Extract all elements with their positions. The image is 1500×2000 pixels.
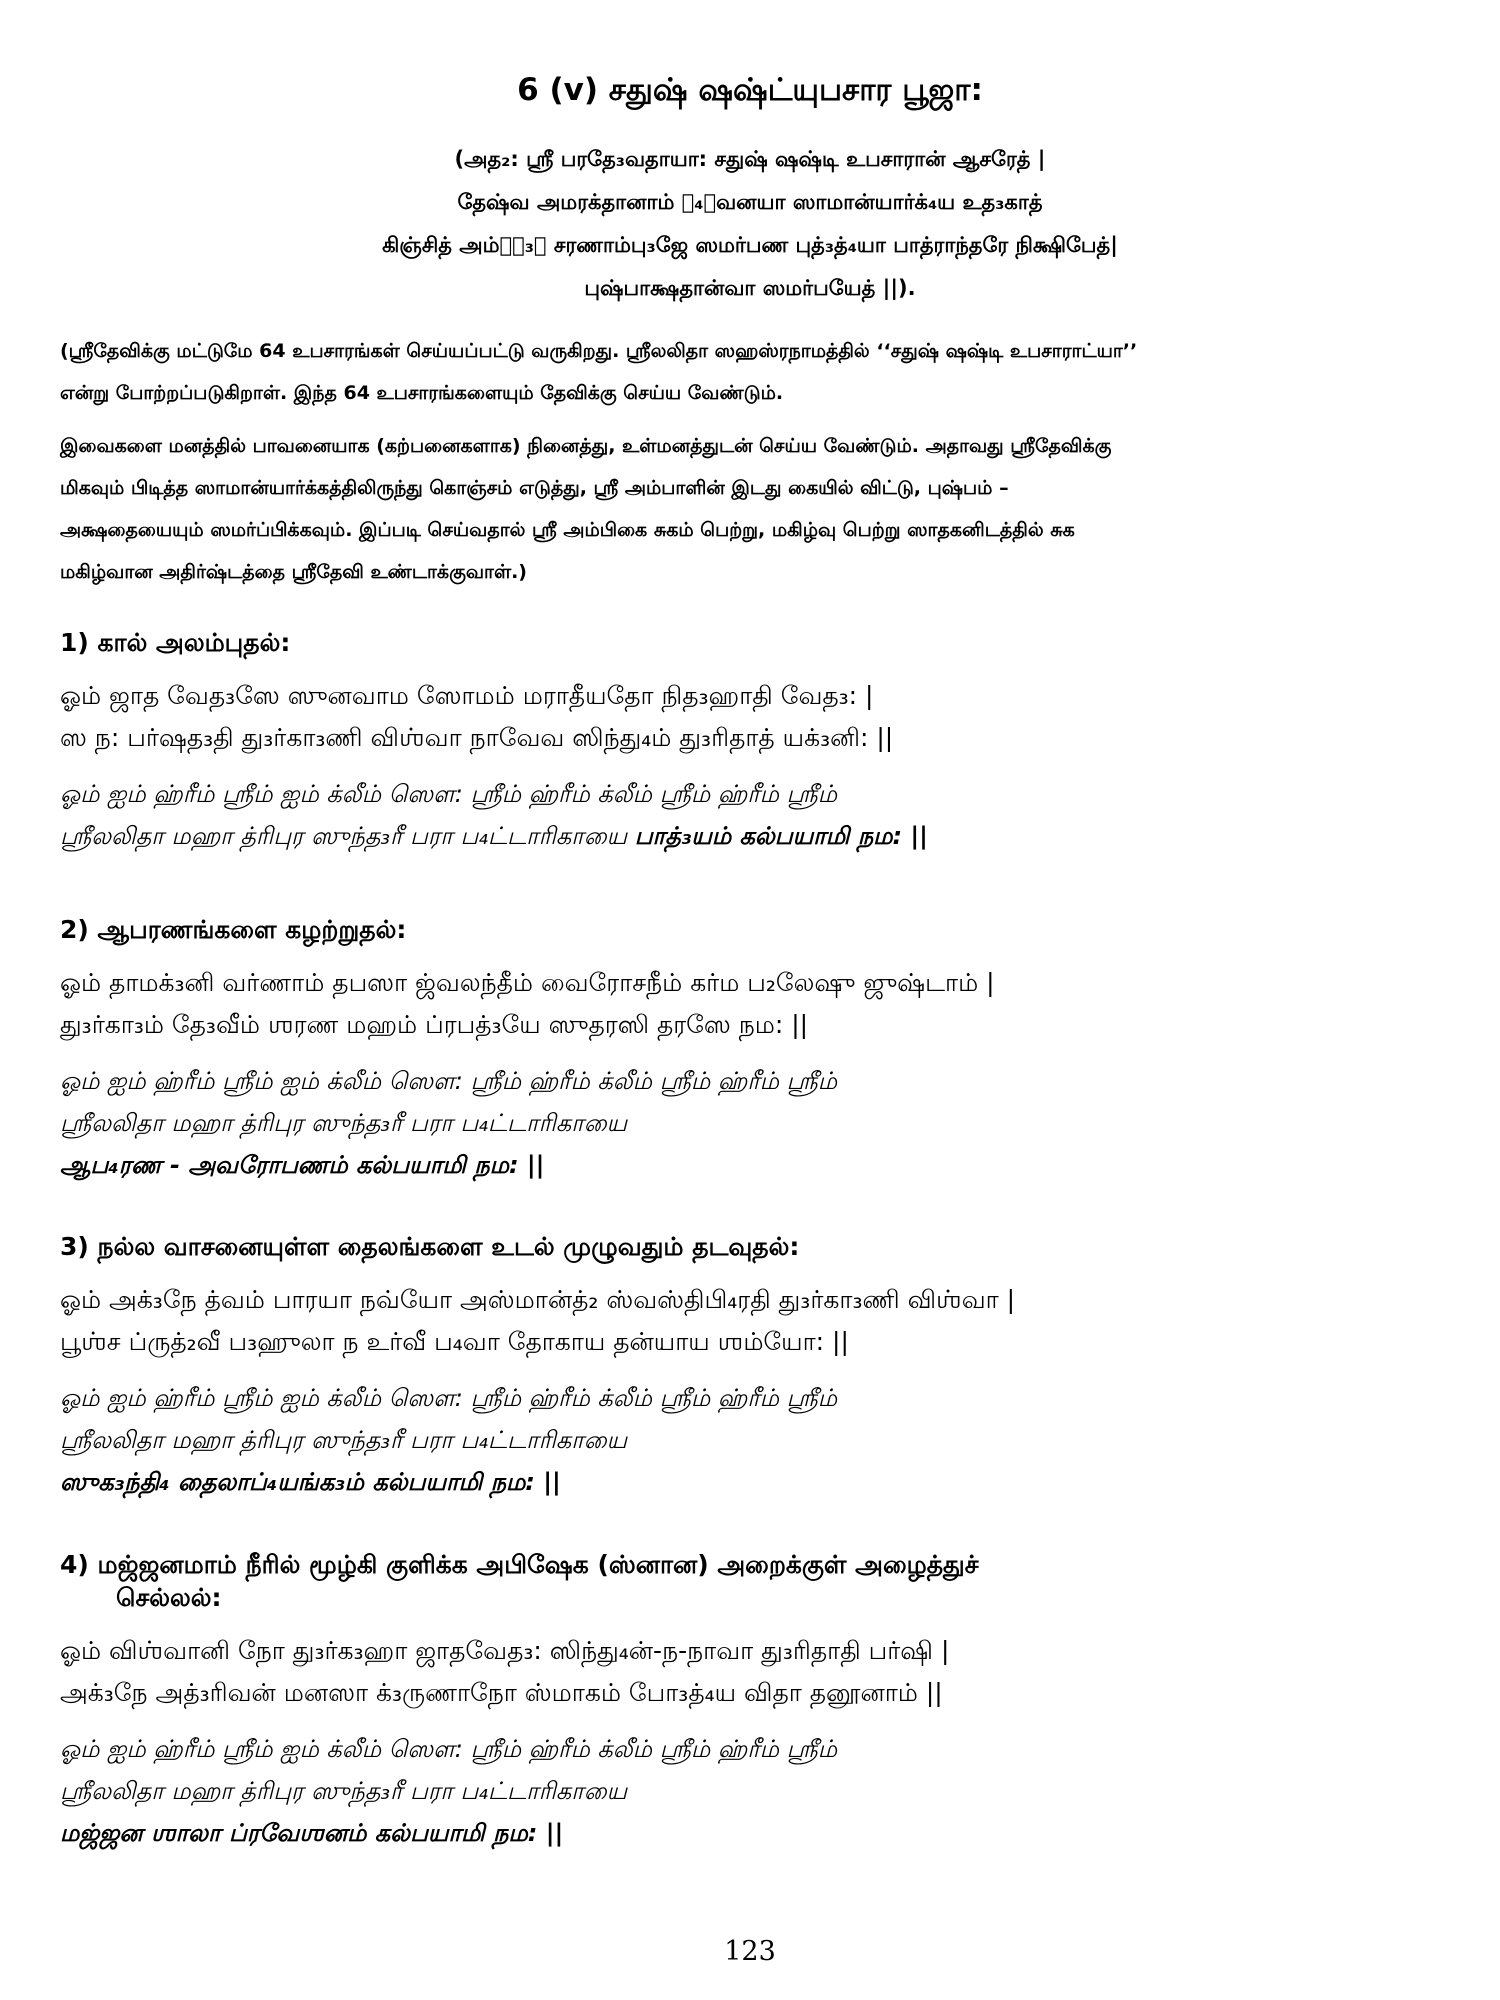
verse-line: பூஶ்ச ப்ருத்₂வீ ப₃ஹுலா ந உர்வீ ப₄வா தோகாய தன்யாய ஶம்யோ: || xyxy=(60,1327,849,1356)
section-heading-continued: செல்லல்: xyxy=(116,1583,222,1612)
section-2 xyxy=(60,915,1460,1186)
explanation-paragraph-1 xyxy=(60,330,1455,414)
section-3 xyxy=(60,1232,1460,1503)
verse-line: அக்₃நே அத்₃ரிவன் மனஸா க்₃ருணாநோ ஸ்மாகம் போ₃த்₄ய விதா தனூனாம் || xyxy=(60,1678,943,1707)
mantra-text: ஸ்ரீலலிதா மஹா த்ரிபுர ஸுந்த₃ரீ பரா ப₄ட்டாரிகாயை xyxy=(60,822,635,850)
mantra-line: ஓம் ஐம் ஹ்ரீம் ஸ்ரீம் ஐம் க்லீம் ஸௌ: ஸ்ரீம் ஹ்ரீம் க்லீம் ஸ்ரீம் ஹ்ரீம் ஸ்ரீம் xyxy=(60,1067,838,1095)
section-heading: 3) நல்ல வாசனையுள்ள தைலங்களை உடல் முழுவதும் தடவுதல்: xyxy=(60,1232,800,1261)
section-heading: 4) மஜ்ஜனமாம் நீரில் மூழ்கி குளிக்க அபிஷேக (ஸ்னான) அறைக்குள் அழைத்துச் xyxy=(60,1550,979,1579)
verse-line: ஸ ந: பர்ஷத₃தி து₃ர்கா₃ணி விஶ்வா நாவேவ ஸிந்து₄ம் து₃ரிதாத் யக்₃னி: || xyxy=(60,723,894,752)
mantra-line: ஸ்ரீலலிதா மஹா த்ரிபுர ஸுந்த₃ரீ பரா ப₄ட்டாரிகாயை xyxy=(60,1426,628,1454)
mantra-line: ஸ்ரீலலிதா மஹா த்ரிபுர ஸுந்த₃ரீ பரா ப₄ட்டாரிகாயை xyxy=(60,1109,628,1137)
closing-line: மஜ்ஜன ஶாலா ப்ரவேஶனம் கல்பயாமி நம: || xyxy=(60,1819,564,1847)
page-number: 123 xyxy=(724,1936,776,1967)
mantra-line: ஸ்ரீலலிதா மஹா த்ரிபுர ஸுந்த₃ரீ பரா ப₄ட்டாரிகாயை xyxy=(60,1777,628,1805)
section-heading: 1) கால் அலம்புதல்: xyxy=(60,628,291,657)
verse-line: ஓம் ஜாத வேத₃ஸே ஸுனவாம ஸோமம் மராதீயதோ நித₃ஹாதி வேத₃: | xyxy=(60,681,874,710)
intro-line: (அத₂: ஸ்ரீ பரதே₃வதாயா: சதுஷ் ஷஷ்டி உபசாரான் ஆசரேத் | xyxy=(454,147,1046,171)
page-title: 6 (v) சதுஷ் ஷஷ்ட்யுபசார பூஜா: xyxy=(517,72,983,108)
intro-line: தேஷ்வ அமரக்தானாம் ப₄ாவனயா ஸாமான்யார்க்₄ய உத₃காத் xyxy=(457,190,1043,214)
paragraph-line: என்று போற்றப்படுகிறாள். இந்த 64 உபசாரங்களையும் தேவிக்கு செய்ய வேண்டும். xyxy=(60,382,784,404)
section-1 xyxy=(60,628,1460,857)
paragraph-line: மிகவும் பிடித்த ஸாமான்யார்க்கத்திலிருந்து கொஞ்சம் எடுத்து, ஸ்ரீ அம்பாளின் இடது கையில் விட்டு, புஷ்பம் – xyxy=(60,477,1009,499)
mantra-line: ஓம் ஐம் ஹ்ரீம் ஸ்ரீம் ஐம் க்லீம் ஸௌ: ஸ்ரீம் ஹ்ரீம் க்லீம் ஸ்ரீம் ஹ்ரீம் ஸ்ரீம் xyxy=(60,1384,838,1412)
closing-line: பாத்₃யம் கல்பயாமி நம: || xyxy=(634,822,928,850)
intro-line: கிஞ்சித் அம்பா₃ா சரணாம்பு₃ஜே ஸமர்பண புத்₃த்₄யா பாத்ராந்தரே நிக்ஷிபேத்| xyxy=(382,233,1118,257)
intro-line: புஷ்பாக்ஷதான்வா ஸமர்பயேத் ||). xyxy=(584,276,916,300)
paragraph-line: மகிழ்வான அதிர்ஷ்டத்தை ஸ்ரீதேவி உண்டாக்குவாள்.) xyxy=(60,561,527,583)
closing-line: ஸுக₃ந்தி₄ தைலாப்₄யங்க₃ம் கல்பயாமி நம: || xyxy=(60,1468,561,1496)
intro-verse xyxy=(0,138,1500,310)
mantra-line: ஓம் ஐம் ஹ்ரீம் ஸ்ரீம் ஐம் க்லீம் ஸௌ: ஸ்ரீம் ஹ்ரீம் க்லீம் ஸ்ரீம் ஹ்ரீம் ஸ்ரீம் xyxy=(60,1735,838,1763)
verse-line: ஓம் அக்₃நே த்வம் பாரயா நவ்யோ அஸ்மான்த்₂ ஸ்வஸ்திபி₄ரதி து₃ர்கா₃ணி விஶ்வா | xyxy=(60,1285,1016,1314)
section-4 xyxy=(60,1550,1460,1854)
explanation-paragraph-2 xyxy=(60,425,1455,593)
paragraph-line: அக்ஷதையையும் ஸமர்ப்பிக்கவும். இப்படி செய்வதால் ஸ்ரீ அம்பிகை சுகம் பெற்று, மகிழ்வு பெற்று ஸாதகனிடத்தில் சுக xyxy=(60,519,1075,541)
paragraph-line: இவைகளை மனத்தில் பாவனையாக (கற்பனைகளாக) நினைத்து, உள்மனத்துடன் செய்ய வேண்டும். அதாவது ஸ்ரீதேவிக்கு xyxy=(60,435,1112,457)
section-heading: 2) ஆபரணங்களை கழற்றுதல்: xyxy=(60,915,407,944)
closing-line: ஆப₄ரண - அவரோபணம் கல்பயாமி நம: || xyxy=(60,1151,545,1179)
verse-line: ஓம் விஶ்வானி நோ து₃ர்க₃ஹா ஜாதவேத₃: ஸிந்து₄ன்-ந-நாவா து₃ரிதாதி பர்ஷி | xyxy=(60,1636,950,1665)
verse-line: து₃ர்கா₃ம் தே₃வீம் ஶரண மஹம் ப்ரபத்₃யே ஸுதரஸி தரஸே நம: || xyxy=(60,1010,809,1039)
mantra-line: ஓம் ஐம் ஹ்ரீம் ஸ்ரீம் ஐம் க்லீம் ஸௌ: ஸ்ரீம் ஹ்ரீம் க்லீம் ஸ்ரீம் ஹ்ரீம் ஸ்ரீம் xyxy=(60,780,838,808)
mantra-line xyxy=(60,815,1460,857)
paragraph-line: (ஸ்ரீதேவிக்கு மட்டுமே 64 உபசாரங்கள் செய்யப்பட்டு வருகிறது. ஸ்ரீலலிதா ஸஹஸ்ரநாமத்தில் ‘‘சதுஷ் ஷஷ்டி உபசாராட்யா’’ xyxy=(60,340,1138,362)
verse-line: ஓம் தாமக்₃னி வர்ணாம் தபஸா ஜ்வலந்தீம் வைரோசநீம் கர்ம ப₂லேஷு ஜுஷ்டாம் | xyxy=(60,968,995,997)
